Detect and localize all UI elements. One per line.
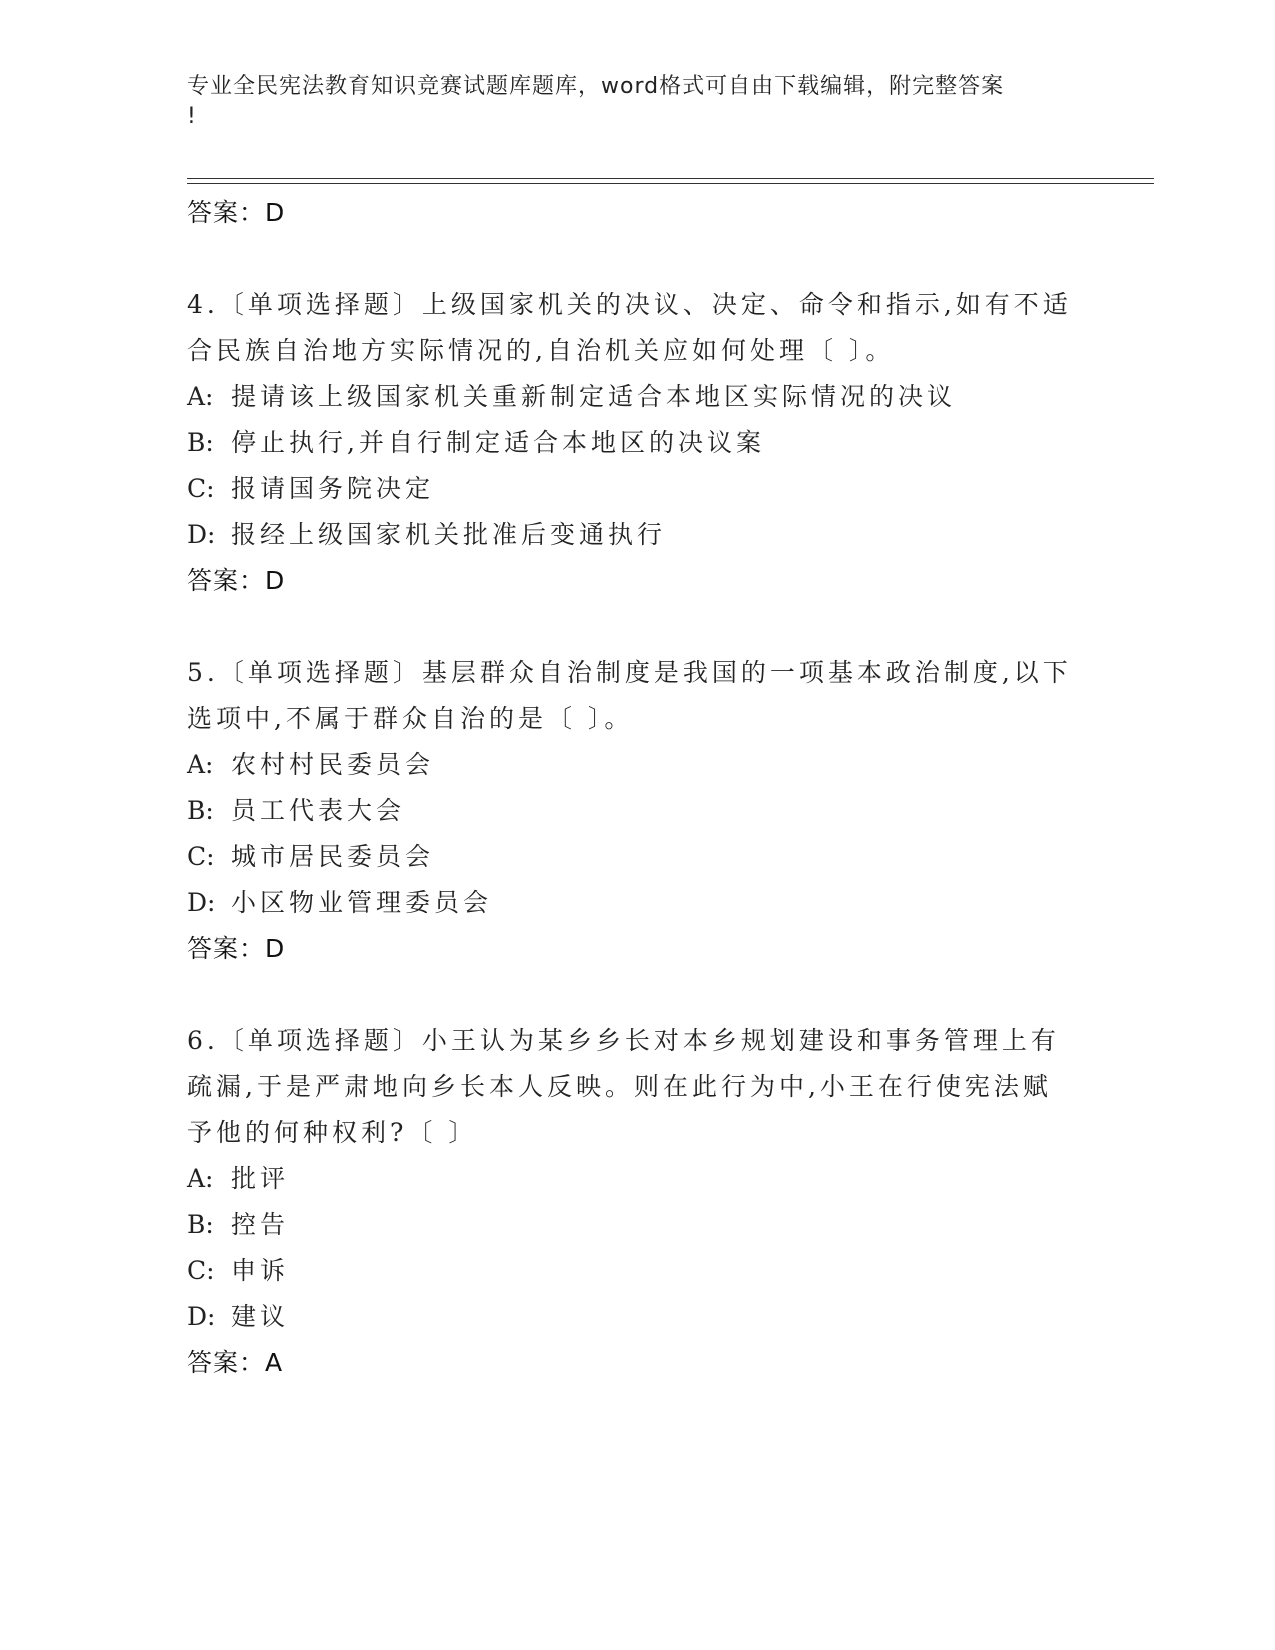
option-a: [187, 742, 1087, 788]
question-block: [187, 650, 1087, 972]
question-answer: 答案：A: [187, 1348, 284, 1377]
option-b: [187, 1202, 1087, 1248]
header-divider-top: [187, 178, 1154, 179]
option-text: 申诉: [231, 1256, 290, 1285]
option-key: B:: [187, 428, 214, 457]
option-text: 提请该上级国家机关重新制定适合本地区实际情况的决议: [231, 382, 957, 411]
option-text: 城市居民委员会: [231, 842, 435, 871]
option-text: 控告: [231, 1210, 290, 1239]
document-body: [187, 190, 1087, 1386]
question-block: [187, 282, 1087, 604]
option-key: D:: [187, 1302, 216, 1331]
option-text: 农村村民委员会: [231, 750, 435, 779]
question-text: 4.〔单项选择题〕上级国家机关的决议、决定、命令和指示,如有不适: [187, 290, 1072, 319]
previous-question-answer: 答案：D: [187, 198, 286, 227]
option-a: [187, 374, 1087, 420]
question-text: 6.〔单项选择题〕小王认为某乡乡长对本乡规划建设和事务管理上有: [187, 1026, 1060, 1055]
option-key: C:: [187, 474, 215, 503]
question-text: 疏漏,于是严肃地向乡长本人反映。则在此行为中,小王在行使宪法赋: [187, 1072, 1052, 1101]
option-key: B:: [187, 1210, 214, 1239]
option-a: [187, 1156, 1087, 1202]
option-text: 报请国务院决定: [231, 474, 435, 503]
option-text: 小区物业管理委员会: [231, 888, 493, 917]
spacer: [187, 604, 1087, 650]
option-text: 批评: [231, 1164, 290, 1193]
option-d: [187, 880, 1087, 926]
spacer: [187, 236, 1087, 282]
header-divider-bottom: [187, 183, 1154, 184]
header-title-continuation: !: [187, 104, 197, 129]
question-block: [187, 1018, 1087, 1386]
option-key: A:: [187, 750, 214, 779]
question-text: 选项中,不属于群众自治的是〔 〕。: [187, 704, 634, 733]
option-c: [187, 1248, 1087, 1294]
header-title: 专业全民宪法教育知识竞赛试题库题库，word格式可自由下载编辑，附完整答案: [187, 74, 1005, 99]
option-d: [187, 1294, 1087, 1340]
question-text: 5.〔单项选择题〕基层群众自治制度是我国的一项基本政治制度,以下: [187, 658, 1072, 687]
option-c: [187, 466, 1087, 512]
option-text: 报经上级国家机关批准后变通执行: [231, 520, 667, 549]
option-key: D:: [187, 520, 216, 549]
spacer: [187, 972, 1087, 1018]
option-key: B:: [187, 796, 214, 825]
option-key: A:: [187, 1164, 214, 1193]
page-header: [187, 72, 1067, 132]
question-answer: 答案：D: [187, 566, 286, 595]
option-key: D:: [187, 888, 216, 917]
option-text: 员工代表大会: [231, 796, 406, 825]
question-text: 合民族自治地方实际情况的,自治机关应如何处理〔 〕。: [187, 336, 895, 365]
option-b: [187, 788, 1087, 834]
option-c: [187, 834, 1087, 880]
option-key: A:: [187, 382, 214, 411]
question-answer: 答案：D: [187, 934, 286, 963]
option-d: [187, 512, 1087, 558]
option-b: [187, 420, 1087, 466]
option-text: 建议: [231, 1302, 290, 1331]
option-key: C:: [187, 842, 215, 871]
question-text: 予他的何种权利?〔 〕: [187, 1118, 478, 1147]
option-text: 停止执行,并自行制定适合本地区的决议案: [231, 428, 765, 457]
option-key: C:: [187, 1256, 215, 1285]
